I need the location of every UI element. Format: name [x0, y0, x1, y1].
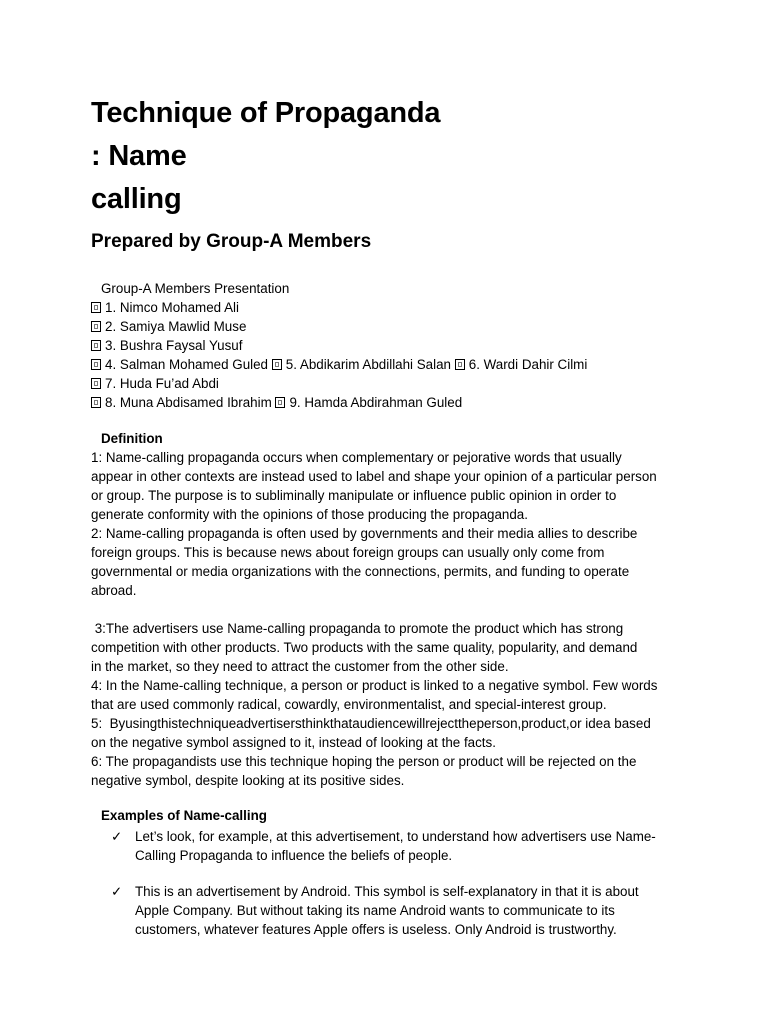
member-name: 8. Muna Abdisamed Ibrahim: [105, 395, 272, 410]
checkmark-icon: ✓: [111, 884, 123, 899]
bullet-box-icon: [275, 397, 285, 408]
text-line: Let’s look, for example, at this advertisement, to understand how advertisers use Name-: [135, 829, 656, 844]
member-name: 4. Salman Mohamed Guled: [105, 357, 269, 372]
member-line: [91, 393, 691, 412]
member-name: 3. Bushra Faysal Yusuf: [105, 338, 243, 353]
definition-1: [91, 448, 691, 524]
examples-heading: Examples of Name-calling: [101, 808, 267, 823]
definition-heading: Definition: [101, 431, 163, 446]
example-item: [91, 827, 691, 865]
bullet-box-icon: [91, 302, 101, 313]
text-line: competition with other products. Two products with the same quality, popularity, and demand: [91, 640, 638, 655]
text-line: 4: In the Name-calling technique, a person or product is linked to a negative symbol. Few words: [91, 678, 658, 693]
member-name: 2. Samiya Mawlid Muse: [105, 319, 247, 334]
definition-section: [91, 429, 691, 790]
text-line: 3:The advertisers use Name-calling propaganda to promote the product which has strong: [91, 621, 624, 636]
text-line: 5: Byusingthistechniqueadvertisersthinkthataudiencewillrejecttheperson,product,or idea based: [91, 716, 651, 731]
bullet-box-icon: [91, 378, 101, 389]
member-line: [91, 355, 691, 374]
blank-line: [91, 600, 691, 619]
example-text: [135, 882, 685, 939]
title-line: Technique of Propaganda: [91, 97, 441, 129]
definition-2: [91, 524, 691, 600]
member-name: 6. Wardi Dahir Cilmi: [468, 357, 588, 372]
text-line: 1: Name-calling propaganda occurs when complementary or pejorative words that usually: [91, 450, 622, 465]
member-line: [91, 374, 691, 393]
member-line: [91, 317, 691, 336]
examples-section: [91, 806, 691, 939]
document-title: [91, 92, 691, 221]
definition-5: [91, 714, 691, 752]
text-line: or group. The purpose is to subliminally manipulate or influence public opinion in order to: [91, 488, 617, 503]
text-line: Calling Propaganda to influence the beliefs of people.: [135, 848, 453, 863]
example-text: [135, 827, 685, 865]
members-list: [91, 279, 691, 412]
bullet-box-icon: [91, 321, 101, 332]
text-line: customers, whatever features Apple offers is useless. Only Android is trustworthy.: [135, 922, 617, 937]
text-line: generate conformity with the opinions of those producing the propaganda.: [91, 507, 528, 522]
bullet-box-icon: [91, 340, 101, 351]
text-line: negative symbol, despite looking at its positive sides.: [91, 773, 405, 788]
title-line: : Name: [91, 140, 187, 172]
text-line: foreign groups. This is because news about foreign groups can usually only come from: [91, 545, 605, 560]
text-line: on the negative symbol assigned to it, instead of looking at the facts.: [91, 735, 496, 750]
text-line: This is an advertisement by Android. This symbol is self-explanatory in that it is about: [135, 884, 639, 899]
bullet-box-icon: [91, 359, 101, 370]
title-line: calling: [91, 183, 182, 215]
text-line: that are used commonly radical, cowardly, environmentalist, and special-interest group.: [91, 697, 607, 712]
bullet-box-icon: [455, 359, 465, 370]
text-line: abroad.: [91, 583, 137, 598]
member-name: 5. Abdikarim Abdillahi Salan: [285, 357, 452, 372]
bullet-box-icon: [91, 397, 101, 408]
definition-4: [91, 676, 691, 714]
definition-3: [91, 619, 691, 676]
text-line: appear in other contexts are instead used to label and shape your opinion of a particular person: [91, 469, 657, 484]
text-line: governmental or media organizations with the connections, permits, and funding to operate: [91, 564, 630, 579]
document-page: [91, 92, 691, 939]
member-name: 1. Nimco Mohamed Ali: [105, 300, 239, 315]
bullet-box-icon: [272, 359, 282, 370]
example-item: [91, 882, 691, 939]
definition-6: [91, 752, 691, 790]
document-subtitle: Prepared by Group-A Members: [91, 231, 372, 252]
member-name: 9. Hamda Abdirahman Guled: [289, 395, 463, 410]
member-line: [91, 336, 691, 355]
checkmark-icon: ✓: [111, 829, 123, 844]
text-line: Apple Company. But without taking its name Android wants to communicate to its: [135, 903, 615, 918]
text-line: in the market, so they need to attract the customer from the other side.: [91, 659, 509, 674]
members-heading: Group-A Members Presentation: [101, 281, 290, 296]
member-line: [91, 298, 691, 317]
text-line: 2: Name-calling propaganda is often used by governments and their media allies to describe: [91, 526, 638, 541]
member-name: 7. Huda Fu’ad Abdi: [105, 376, 219, 391]
text-line: 6: The propagandists use this technique hoping the person or product will be rejected on the: [91, 754, 637, 769]
